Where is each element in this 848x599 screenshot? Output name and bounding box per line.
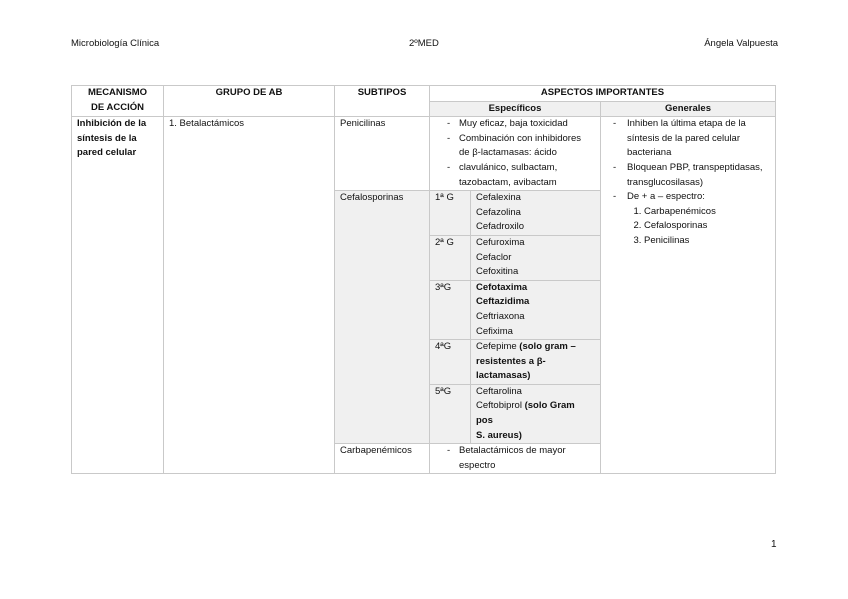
list-item: - Betalactámicos de mayor espectro	[443, 444, 592, 473]
list-item: - Combinación con inhibidores de β-lactamasas: ácido	[443, 132, 592, 161]
generales-cell	[601, 117, 776, 474]
col-header-especificos: Específicos	[430, 101, 601, 117]
gen-drugs: Cefotaxima Ceftazidima Ceftriaxona Cefixima	[471, 280, 601, 339]
col-header-mecanismo: MECANISMO DE ACCIÓN	[72, 86, 164, 117]
gen-label: 4ªG	[430, 340, 471, 385]
list-item: - clavulánico, sulbactam, tazobactam, avibactam	[443, 161, 592, 190]
gen-label: 2ª G	[430, 235, 471, 280]
list-item: 2. Cefalosporinas	[644, 219, 770, 234]
header-center: 2ºMED	[409, 38, 439, 49]
page-number: 1	[771, 539, 777, 550]
mecanismo-cell: Inhibición de la síntesis de la pared celular	[72, 117, 164, 474]
gen-drugs: Cefepime (solo gram – resistentes a β- lactamasas)	[471, 340, 601, 385]
col-header-aspectos: ASPECTOS IMPORTANTES	[430, 86, 776, 102]
grupo-cell: 1. Betalactámicos	[164, 117, 335, 474]
header-right: Ángela Valpuesta	[704, 38, 778, 49]
list-item: - Bloquean PBP, transpeptidasas, transglucosilasas)	[609, 161, 770, 190]
list-item: 3. Penicilinas	[644, 234, 770, 249]
antibiotics-table	[71, 85, 776, 474]
list-item: 1. Carbapenémicos	[644, 205, 770, 220]
subtipo-carbapenemicos: Carbapenémicos	[335, 444, 430, 474]
list-item: - Muy eficaz, baja toxicidad	[443, 117, 592, 132]
header-left: Microbiología Clínica	[71, 38, 160, 49]
gen-drugs: Ceftarolina Ceftobiprol (solo Gram pos S. aureus)	[471, 384, 601, 443]
gen-drugs: Cefalexina Cefazolina Cefadroxilo	[471, 191, 601, 236]
gen-label: 3ªG	[430, 280, 471, 339]
list-item: - De + a – espectro:	[609, 190, 770, 205]
penicilinas-especificos	[430, 117, 601, 191]
col-header-subtipos: SUBTIPOS	[335, 86, 430, 117]
gen-label: 1ª G	[430, 191, 471, 236]
gen-label: 5ªG	[430, 384, 471, 443]
subtipo-penicilinas: Penicilinas	[335, 117, 430, 191]
col-header-generales: Generales	[601, 101, 776, 117]
gen-drugs: Cefuroxima Cefaclor Cefoxitina	[471, 235, 601, 280]
list-item: - Inhiben la última etapa de la síntesis de la pared celular bacteriana	[609, 117, 770, 161]
subtipo-cefalosporinas: Cefalosporinas	[335, 191, 430, 444]
carbapenemicos-especificos	[430, 444, 601, 474]
col-header-grupo: GRUPO DE AB	[164, 86, 335, 117]
